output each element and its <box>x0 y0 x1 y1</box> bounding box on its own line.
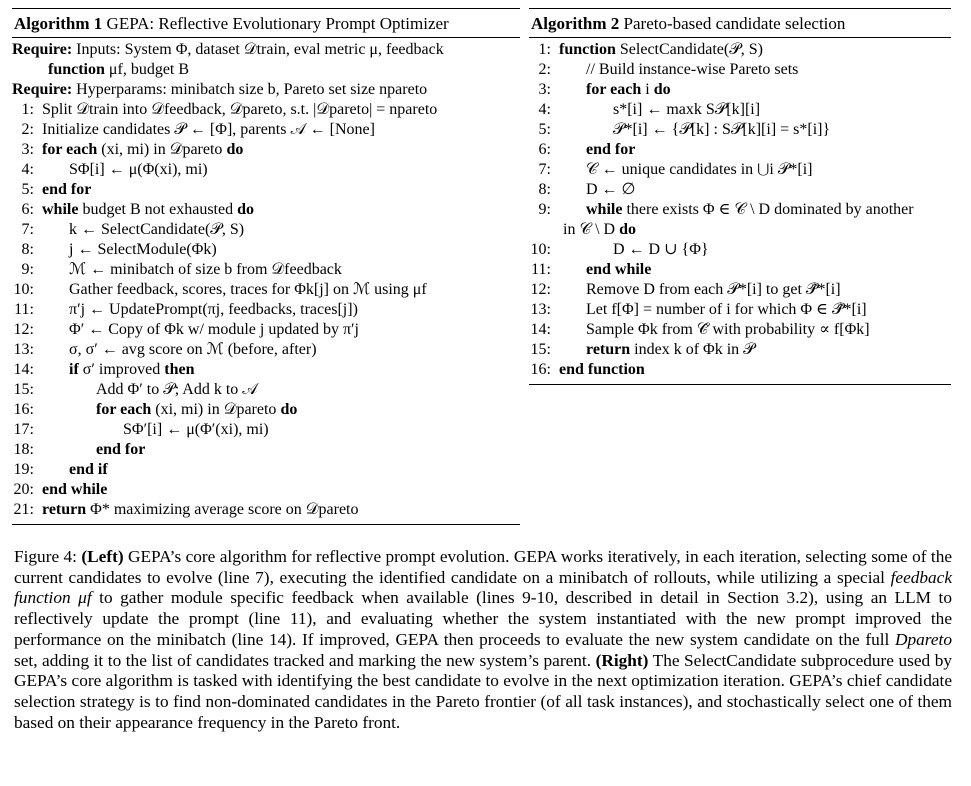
caption-text: The SelectCandidate subprocedure used by GEPA’s core algorithm is tasked with identifying the best candidate to evolve in the next optimization iteration. GEPA’s chief candidate selection strategy is to find non-dominated candidates in the Pareto frontier (of all task instances), and stochastically select one of them based on their appearance frequency in the Pareto front. <box>14 650 952 732</box>
algorithm-1-line <box>12 200 520 220</box>
algorithm-title-text: GEPA: Reflective Evolutionary Prompt Optimizer <box>106 14 449 33</box>
algorithm-2-line <box>529 240 951 260</box>
line-number: 14: <box>530 321 551 338</box>
algorithm-1-line <box>12 320 520 340</box>
caption-label: Figure 4: <box>14 547 82 566</box>
line-number: 13: <box>13 341 34 358</box>
algorithm-2-line <box>529 360 951 380</box>
algorithm-1-line <box>12 180 520 200</box>
algorithm-1-line <box>12 420 520 440</box>
algorithm-2-line <box>529 60 951 80</box>
line-code: k ← SelectCandidate(𝒫, S) <box>69 221 245 238</box>
line-number: 6: <box>538 141 551 158</box>
algorithm-2-line <box>529 140 951 160</box>
require-line <box>12 40 520 60</box>
caption-text: to gather module specific feedback when available (lines 9-10, described in detail in Section 3.2), using an LLM to reflectively update the prompt (line 11), and evaluating whether the system instantiated with the new prompt improved the performance on the minibatch (line 14). If improved, GEPA then proceeds to evaluate the new system candidate on the full <box>14 588 952 649</box>
require-line-continued <box>12 60 520 80</box>
algorithm-2-lines <box>529 38 951 380</box>
algorithm-1-line <box>12 400 520 420</box>
line-number: 15: <box>13 381 34 398</box>
line-code: Sample Φk from 𝒞̂ with probability ∝ f[Φk] <box>586 321 870 338</box>
algorithm-1-line <box>12 480 520 500</box>
line-number: 7: <box>21 221 34 238</box>
line-code: Gather feedback, scores, traces for Φk[j] on ℳ using μf <box>69 281 427 298</box>
require-continuation: function μf, budget B <box>48 61 190 78</box>
line-number: 2: <box>538 61 551 78</box>
line-number: 12: <box>13 321 34 338</box>
caption-math: Dpareto <box>895 629 952 649</box>
algorithm-1-line <box>12 500 520 520</box>
line-number: 1: <box>538 41 551 58</box>
line-code: j ← SelectModule(Φk) <box>69 241 217 258</box>
line-code: Initialize candidates 𝒫 ← [Φ], parents 𝒜 ← [None] <box>42 121 375 138</box>
line-number: 3: <box>538 81 551 98</box>
algorithm-1-line <box>12 300 520 320</box>
line-code: s*[i] ← maxk S𝒫[k][i] <box>613 101 761 118</box>
require-text: Inputs: System Φ, dataset 𝒟train, eval metric μ, feedback <box>76 41 444 58</box>
algorithm-2 <box>529 8 951 385</box>
line-code: return index k of Φk in 𝒫 <box>586 341 755 358</box>
line-number: 4: <box>538 101 551 118</box>
bottom-rule <box>12 520 520 525</box>
line-code: ℳ ← minibatch of size b from 𝒟feedback <box>69 261 342 278</box>
line-number: 7: <box>538 161 551 178</box>
line-number: 17: <box>13 421 34 438</box>
algorithm-1-line <box>12 260 520 280</box>
line-code: 𝒫*[i] ← {𝒫[k] : S𝒫[k][i] = s*[i]} <box>613 121 831 138</box>
algorithm-2-line <box>529 220 951 240</box>
algorithm-1 <box>12 8 520 525</box>
line-code: for each i do <box>586 81 671 98</box>
line-code: Remove D from each 𝒫*[i] to get 𝒫̂*[i] <box>586 281 841 298</box>
line-code: end for <box>586 141 636 158</box>
algorithm-2-line <box>529 180 951 200</box>
line-code: Split 𝒟train into 𝒟feedback, 𝒟pareto, s.t. |𝒟pareto| = npareto <box>42 101 438 118</box>
bottom-rule <box>529 380 951 385</box>
line-code: SΦ′[i] ← μ(Φ′(xi), mi) <box>123 421 269 438</box>
line-number: 14: <box>13 361 34 378</box>
line-number: 6: <box>21 201 34 218</box>
algorithm-2-title <box>529 9 951 38</box>
algorithm-label: Algorithm 2 <box>531 14 620 33</box>
line-code: for each (xi, mi) in 𝒟pareto do <box>96 401 298 418</box>
line-number: 19: <box>13 461 34 478</box>
algorithm-2-line <box>529 200 951 220</box>
line-number <box>529 220 551 240</box>
line-code: return Φ* maximizing average score on 𝒟pareto <box>42 501 359 518</box>
line-number: 16: <box>530 361 551 378</box>
line-code: end if <box>69 461 108 478</box>
caption-text: set, adding it to the list of candidates tracked and marking the new system’s parent. <box>14 650 596 670</box>
algorithm-2-line <box>529 40 951 60</box>
line-number: 1: <box>21 101 34 118</box>
algorithm-2-line <box>529 160 951 180</box>
line-number: 15: <box>530 341 551 358</box>
caption-emphasis: feedback function <box>14 567 952 608</box>
line-number: 9: <box>538 201 551 218</box>
algorithm-1-line <box>12 100 520 120</box>
caption-right-tag: (Right) <box>595 650 649 670</box>
line-number: 3: <box>21 141 34 158</box>
line-number: 5: <box>21 181 34 198</box>
algorithm-label: Algorithm 1 <box>14 14 103 33</box>
line-number: 18: <box>13 441 34 458</box>
line-number: 20: <box>13 481 34 498</box>
line-code: while there exists Φ ∈ 𝒞 \ D dominated by another <box>586 201 914 218</box>
line-code: // Build instance-wise Pareto sets <box>586 61 799 78</box>
require-keyword: Require: <box>12 41 73 58</box>
line-code: σ, σ′ ← avg score on ℳ (before, after) <box>69 341 317 358</box>
line-code: while budget B not exhausted do <box>42 201 254 218</box>
line-number: 11: <box>14 301 34 318</box>
line-code: D ← D ∪ {Φ} <box>613 241 709 258</box>
algorithm-2-line <box>529 280 951 300</box>
line-number: 4: <box>21 161 34 178</box>
require-text: Hyperparams: minibatch size b, Pareto set size npareto <box>76 81 428 98</box>
line-code: 𝒞 ← unique candidates in ⋃i 𝒫*[i] <box>586 161 813 178</box>
line-code: SΦ[i] ← μ(Φ(xi), mi) <box>69 161 208 178</box>
algorithm-1-title <box>12 9 520 38</box>
line-code: Φ′ ← Copy of Φk w/ module j updated by π′j <box>69 321 359 338</box>
caption-left-tag: (Left) <box>81 547 124 566</box>
algorithm-1-line <box>12 280 520 300</box>
line-code: end while <box>42 481 108 498</box>
line-code: for each (xi, mi) in 𝒟pareto do <box>42 141 244 158</box>
algorithm-1-line <box>12 360 520 380</box>
line-number: 12: <box>530 281 551 298</box>
algorithm-1-line <box>12 220 520 240</box>
algorithm-1-line <box>12 160 520 180</box>
line-code: in 𝒞 \ D do <box>563 221 637 238</box>
line-code: Add Φ′ to 𝒫; Add k to 𝒜 <box>96 381 258 398</box>
line-number: 16: <box>13 401 34 418</box>
line-number: 5: <box>538 121 551 138</box>
algorithm-2-line <box>529 300 951 320</box>
algorithm-2-line <box>529 260 951 280</box>
line-number: 10: <box>13 281 34 298</box>
line-number: 2: <box>21 121 34 138</box>
line-number: 21: <box>13 501 34 518</box>
line-code: end for <box>42 181 92 198</box>
line-number: 11: <box>531 261 551 278</box>
line-code: if σ′ improved then <box>69 361 195 378</box>
algorithm-1-line <box>12 440 520 460</box>
algorithm-1-line <box>12 240 520 260</box>
figure-caption <box>14 547 952 733</box>
require-line <box>12 80 520 100</box>
algorithm-1-line <box>12 140 520 160</box>
line-code: π′j ← UpdatePrompt(πj, feedbacks, traces[j]) <box>69 301 358 318</box>
require-keyword: Require: <box>12 81 73 98</box>
line-code: end while <box>586 261 652 278</box>
algorithm-1-lines <box>12 38 520 520</box>
line-number: 9: <box>21 261 34 278</box>
algorithm-title-text: Pareto-based candidate selection <box>623 14 846 33</box>
line-code: end function <box>559 361 645 378</box>
algorithm-2-line <box>529 340 951 360</box>
algorithm-1-line <box>12 340 520 360</box>
line-number: 13: <box>530 301 551 318</box>
line-code: end for <box>96 441 146 458</box>
algorithm-2-line <box>529 100 951 120</box>
algorithm-1-line <box>12 380 520 400</box>
line-code: function SelectCandidate(𝒫, S) <box>559 41 763 58</box>
algorithm-2-line <box>529 80 951 100</box>
line-number: 8: <box>538 181 551 198</box>
line-code: D ← ∅ <box>586 181 636 198</box>
caption-text: GEPA’s core algorithm for reflective prompt evolution. GEPA works iteratively, in each iteration, selecting some of the current candidates to evolve (line 7), executing the identified candidate on a minibatch of rollouts, while utilizing a special <box>14 547 953 587</box>
line-code: Let f[Φ] = number of i for which Φ ∈ 𝒫̂*[i] <box>586 301 867 318</box>
line-number: 10: <box>530 241 551 258</box>
caption-math: μf <box>78 588 92 608</box>
algorithm-1-line <box>12 120 520 140</box>
line-number: 8: <box>21 241 34 258</box>
algorithm-2-line <box>529 120 951 140</box>
algorithm-1-line <box>12 460 520 480</box>
algorithm-2-line <box>529 320 951 340</box>
